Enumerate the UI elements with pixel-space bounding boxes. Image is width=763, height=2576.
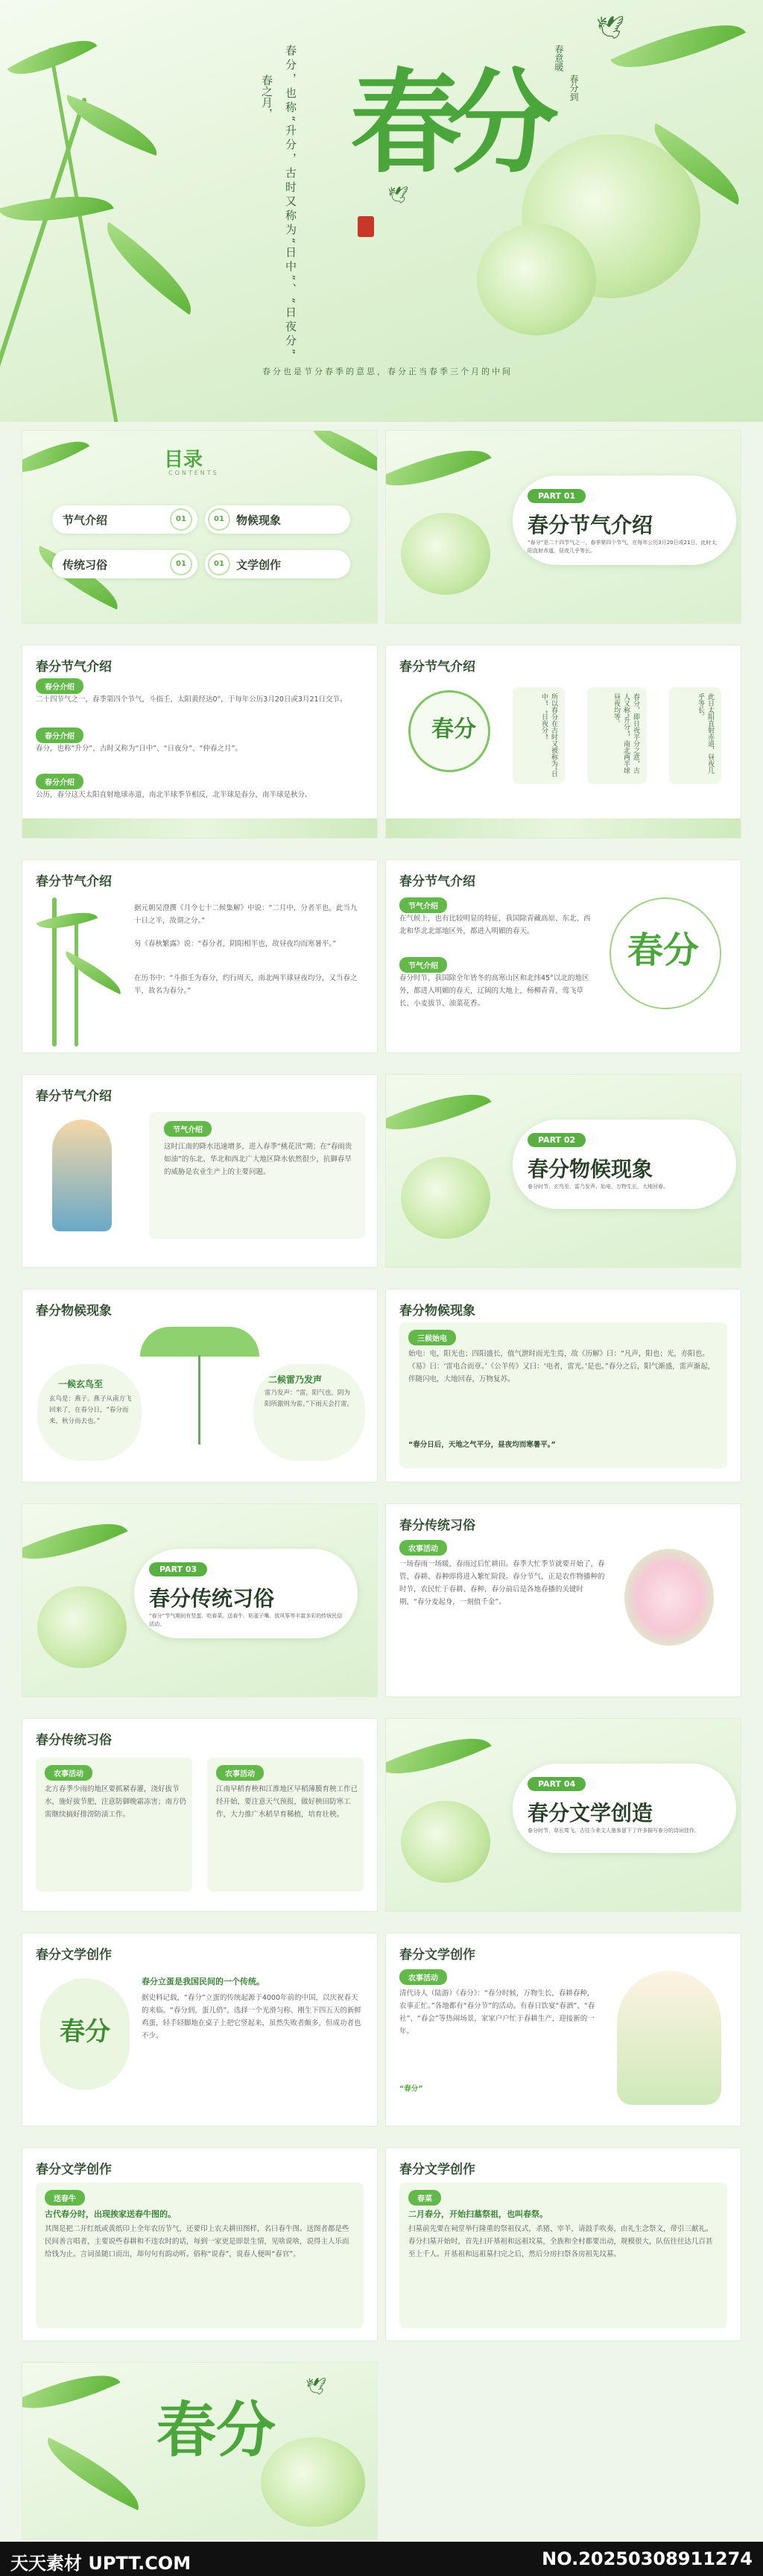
leaf-decoration bbox=[37, 2437, 150, 2510]
bottom-decoration bbox=[386, 818, 741, 838]
cover-side-text: 春分，也称“升分，古时又称为“日中”、“日夜分” bbox=[284, 45, 297, 358]
umbrella-handle bbox=[198, 1355, 200, 1445]
watermark-right: NO.20250308911274 bbox=[542, 2548, 753, 2569]
content-slide bbox=[22, 1933, 377, 2126]
paragraph: 扫墓前先要在祠堂举行隆重的祭祖仪式，杀猪、宰羊，请鼓手吹奏，由礼生念祭文，带引三献礼。春分扫墓开始时，首先扫开基祖和远祖坟墓，全族和全村都要出动，规模很大，队伍往往达几百甚至上千人。开基祖和远祖墓扫完之后，然后分房扫祭各房祖先坟墓。 bbox=[408, 2225, 713, 2258]
column-text: 此日太阳直射赤道，昼夜几乎等长。 bbox=[697, 693, 714, 774]
stamp-circle bbox=[40, 1978, 130, 2090]
section-tag: 农事活动 bbox=[399, 1540, 447, 1556]
paragraph: 江南早稻育秧和江淮地区早稻薄膜育秧工作已经开始，要注意天气预报，做好秧田防寒工作，大力推广水稻旱育稀植，培育壮秧。 bbox=[216, 1785, 358, 1819]
slide-title: 春分物候现象 bbox=[399, 1304, 475, 1319]
paragraph: 这时江南的降水迅速增多，进入春季“桃花汛”期；在“春雨贵如油”的东北、华北和西北广大地区降水依然很少，抗御春旱的威胁是农业生产上的主要问题。 bbox=[164, 1143, 352, 1176]
paragraph: 公历，春分这天太阳直射地球赤道，南北半球季节相反，北半球是春分，南半球是秋分。 bbox=[36, 791, 312, 799]
part-desc: “春分”是二十四节气之一，春季第四个节气，在每年公历3月20日或21日，此时太阳直射赤道，昼夜几乎等长。 bbox=[528, 540, 717, 554]
section-tag: 春分介绍 bbox=[36, 727, 83, 743]
magnolia-flower-icon bbox=[401, 1801, 490, 1883]
toc-title: 目录 bbox=[164, 449, 203, 471]
toc-item[interactable] bbox=[52, 550, 197, 578]
content-slide bbox=[386, 645, 741, 838]
stamp-circle bbox=[408, 690, 490, 772]
paragraph: 其图是把二开红纸或黄纸印上全年农历节气，还要印上农夫耕田图样，名曰春牛图。送图者都是些民间善言唱者，主要说些春耕和不违农时的话，每到一家更是即景生情，见啥说啥，说得主人乐而给钱为止。言词虽随口而出，却句句有韵动听。俗称“说春”，说春人便叫“春官”。 bbox=[45, 2225, 349, 2258]
text-column bbox=[513, 687, 565, 784]
part-tag: PART 04 bbox=[528, 1777, 586, 1791]
section-tag: 农事活动 bbox=[399, 1969, 447, 1985]
magnolia-flower-icon bbox=[261, 2437, 365, 2527]
bubble-head: 二候雷乃发声 bbox=[268, 1374, 323, 1385]
slide-title: 春分节气介绍 bbox=[36, 660, 112, 675]
content-slide bbox=[386, 1504, 741, 1696]
paragraph: 始电：电，阳光也；四阳盛长，值气泄时而光生焉，故《历解》曰：“凡声，阳也；光，亦阳也。《易》曰：‘雷电合而章。’《公羊传》又曰：‘电者，雷光。’是也。”春分之后，阳气渐盛，雷声渐起，伴随闪电，大地回春，万物复苏。 bbox=[408, 1350, 715, 1383]
magnolia-flower-icon bbox=[401, 513, 490, 595]
toc-item-label: 节气介绍 bbox=[63, 514, 108, 527]
swallow-icon: 🕊 bbox=[596, 15, 625, 41]
section-tag: 节气介绍 bbox=[399, 897, 447, 913]
content-slide bbox=[386, 2148, 741, 2340]
leaf-decoration bbox=[610, 3, 746, 89]
content-slide bbox=[22, 1719, 377, 1911]
toc-item-number: 01 bbox=[209, 555, 229, 574]
watermark-footer bbox=[0, 2542, 763, 2576]
part-title: 春分节气介绍 bbox=[528, 513, 653, 537]
bubble-head: 一候玄鸟至 bbox=[58, 1379, 104, 1389]
leaf-decoration bbox=[22, 1504, 127, 1579]
girl-on-swing-illustration bbox=[52, 1120, 112, 1231]
paragraph: 清代诗人（陆游）《春分》：“春分时候，万物生长，春耕春种，农事正忙。”各地都有“春分节”的活动。有春日饮宴“春酒”、“春社”、“春会”等热闹场景，家家户户忙于春耕生产，迎接新的一年。 bbox=[399, 1989, 595, 2036]
part-desc: 春分时节，草长莺飞，古往今来文人墨客留下了许多描写春分的诗词佳作。 bbox=[528, 1828, 700, 1834]
text-column bbox=[587, 687, 647, 784]
slide-title: 春分文学创作 bbox=[36, 1948, 112, 1963]
slide-title: 春分节气介绍 bbox=[36, 874, 112, 889]
section-tag: 节气介绍 bbox=[399, 957, 447, 973]
content-slide bbox=[386, 1933, 741, 2126]
content-slide bbox=[22, 1075, 377, 1267]
paragraph: 春分时节，我国除全年皆冬的高寒山区和北纬45°以北的地区外，都进入明媚的春天，辽阔的大地上，杨柳青青、莺飞草长、小麦拔节、油菜花香。 bbox=[399, 974, 589, 1008]
leaf-decoration bbox=[22, 2363, 120, 2427]
paragraph: 另《春秋繁露》说：“春分者，阴阳相半也，故昼夜均而寒暑平。” bbox=[134, 940, 337, 948]
leaf-decoration bbox=[304, 431, 377, 476]
badge-circle bbox=[610, 897, 721, 1009]
slide-title: 春分文学创作 bbox=[36, 2162, 112, 2177]
section-tag: 送春牛 bbox=[45, 2190, 85, 2206]
part-desc: 春分时节，玄鸟至、雷乃发声、始电，万物生长，大地回春。 bbox=[528, 1184, 668, 1190]
cover-title: 春分 bbox=[350, 57, 545, 189]
content-slide bbox=[386, 1289, 741, 1482]
toc-slide bbox=[22, 431, 377, 623]
swallow-icon: 🕊 bbox=[305, 2378, 326, 2396]
highlight: “春分” bbox=[399, 2085, 423, 2093]
paragraph: 春分，也称“升分”，古时又称为“日中”、“日夜分”、“仲春之月”。 bbox=[36, 745, 242, 753]
toc-item-label: 传统习俗 bbox=[63, 558, 108, 572]
part-title: 春分传统习俗 bbox=[149, 1586, 275, 1611]
slide-title: 春分传统习俗 bbox=[399, 1518, 475, 1533]
cover-side-text: 春分到 bbox=[569, 75, 579, 101]
part-slide bbox=[386, 1075, 741, 1267]
paragraph: 据元朝吴澄撰《月令七十二候集解》中说：“二月中，分者半也，此当九十日之半，故谓之分。” bbox=[134, 904, 358, 925]
magnolia-flower-icon bbox=[477, 224, 596, 335]
content-slide bbox=[22, 645, 377, 838]
leaf-decoration bbox=[386, 1719, 491, 1793]
section-tag: 农事活动 bbox=[216, 1765, 264, 1781]
section-tag: 三候始电 bbox=[408, 1330, 456, 1345]
section-tag: 春菜 bbox=[408, 2190, 441, 2206]
paragraph-head: 二月春分，开始扫墓祭祖，也叫春祭。 bbox=[408, 2209, 548, 2219]
flower-illustration bbox=[624, 1549, 714, 1646]
part-title: 春分文学创造 bbox=[528, 1801, 653, 1825]
toc-item-number: 01 bbox=[209, 510, 229, 529]
slide-title: 春分节气介绍 bbox=[36, 1089, 112, 1104]
cover-side-text: 春之月， bbox=[260, 75, 273, 119]
magnolia-flower-icon bbox=[401, 1157, 490, 1239]
toc-item-number: 01 bbox=[171, 555, 191, 574]
slide-title: 春分文学创作 bbox=[399, 2162, 475, 2177]
section-tag: 春分介绍 bbox=[36, 774, 83, 789]
cover-side-text: 春意暖 bbox=[554, 45, 564, 72]
red-seal-icon bbox=[358, 216, 374, 237]
part-tag: PART 01 bbox=[528, 489, 586, 503]
bamboo-stalk bbox=[0, 97, 87, 422]
leaf-decoration bbox=[386, 431, 491, 505]
leaf-decoration bbox=[22, 431, 89, 487]
bamboo-stalk bbox=[75, 920, 78, 1046]
toc-item-label: 文学创作 bbox=[236, 558, 282, 572]
toc-item-number: 01 bbox=[171, 510, 191, 529]
paragraph: 一场春雨一场暖，春雨过后忙耕田。春季大忙季节就要开始了，春管、春耕、春种即将进入繁忙阶段。春分节气，正是农作物播种的时节，农民忙于春耕、春种，春分前后是各地春播的关键时期，“春分麦起身，一刻值千金”。 bbox=[399, 1560, 605, 1606]
watermark-left: 天天素材 UPTT.COM bbox=[10, 2553, 191, 2574]
section-tag: 农事活动 bbox=[45, 1765, 92, 1781]
leaf-decoration bbox=[60, 951, 127, 994]
slide-title: 春分传统习俗 bbox=[36, 1733, 112, 1748]
painter-illustration bbox=[617, 1971, 721, 2105]
paragraph: 据史料记载，“春分”立蛋的传统起源于4000年前的中国，以庆祝春天的来临。“春分到，蛋儿俏”，选择一个光滑匀称、刚生下四五天的新鲜鸡蛋，轻手轻脚地在桌子上把它竖起来，虽然失败者颇多，但成功者也不少。 bbox=[142, 1994, 361, 2040]
paragraph-head: 古代春分时，出现挨家送春牛图的。 bbox=[45, 2209, 176, 2219]
umbrella-illustration bbox=[140, 1327, 259, 1357]
bubble-text: 玄鸟是：燕子。燕子从南方飞回来了，在春分日，“春分而来，秋分而去也。” bbox=[49, 1395, 132, 1425]
column-text: 所以春分在古时又被称为“日中”、“日夜分”。 bbox=[540, 693, 557, 777]
swallow-icon: 🕊 bbox=[387, 186, 408, 205]
toc-item[interactable] bbox=[205, 550, 350, 578]
magnolia-flower-icon bbox=[37, 1586, 127, 1668]
part-title: 春分物候现象 bbox=[528, 1157, 653, 1181]
paragraph: 二十四节气之一，春季第四个节气，斗指壬，太阳黄经达0°，于每年公历3月20日或3月21日交节。 bbox=[36, 695, 347, 704]
part-desc: “春分”节气期间有竖蛋、吃春菜、送春牛、粘雀子嘴、放风筝等丰富多彩的传统民俗活动。 bbox=[149, 1613, 343, 1627]
bottom-decoration bbox=[22, 818, 377, 838]
paragraph: 在气候上，也有比较明显的特征，我国除青藏高原、东北、西北和华北北部地区外，都进入明媚的春天。 bbox=[399, 915, 591, 935]
content-slide bbox=[386, 860, 741, 1052]
section-tag: 春分介绍 bbox=[36, 678, 83, 694]
quote: “春分日后，天地之气平分，昼夜均而寒暑平。” bbox=[408, 1441, 556, 1449]
toc-item-label: 物候现象 bbox=[236, 514, 282, 527]
paragraph: 在历书中：“斗指壬为春分，约行周天，南北两半球昼夜均分，又当春之半，故名为春分。” bbox=[134, 974, 358, 995]
leaf-decoration bbox=[7, 24, 98, 90]
column-text: 春分，即日夜平分之意，古人又称“升分”，南北两半球昼夜均等。 bbox=[612, 693, 639, 774]
part-slide bbox=[22, 1504, 377, 1696]
content-slide bbox=[22, 1289, 377, 1482]
toc-subtitle: CONTENTS bbox=[168, 470, 219, 476]
stamp-text: 春分 bbox=[431, 716, 476, 742]
slide-title: 春分文学创作 bbox=[399, 1948, 475, 1963]
cover-slide bbox=[0, 0, 763, 422]
part-tag: PART 03 bbox=[149, 1562, 207, 1576]
badge-text: 春分 bbox=[627, 929, 700, 971]
slide-title: 春分物候现象 bbox=[36, 1304, 112, 1319]
stamp-text: 春分 bbox=[60, 2017, 110, 2047]
text-column bbox=[669, 687, 721, 784]
cover-subtitle: 春分也是节分春季的意思，春分正当春季三个月的中间 bbox=[262, 367, 513, 376]
leaf-decoration bbox=[37, 903, 98, 938]
paragraph: 北方春季少雨的地区要抓紧春灌，浇好拔节水，施好拔节肥，注意防御晚霜冻害；南方仍需继续搞好排涝防渍工作。 bbox=[45, 1785, 187, 1819]
toc-item[interactable] bbox=[52, 505, 197, 534]
slide-title: 春分节气介绍 bbox=[399, 660, 475, 675]
slide-title: 春分节气介绍 bbox=[399, 874, 475, 889]
content-slide bbox=[22, 2148, 377, 2340]
toc-item[interactable] bbox=[205, 505, 350, 534]
bubble-text: 雷乃发声：“雷，阳气也，阴为阳所激则为雷。”下雨天会打雷。 bbox=[265, 1389, 354, 1408]
part-tag: PART 02 bbox=[528, 1133, 586, 1147]
section-tag: 节气介绍 bbox=[164, 1121, 212, 1137]
leaf-decoration bbox=[386, 1075, 491, 1149]
content-slide bbox=[22, 860, 377, 1052]
part-slide bbox=[386, 431, 741, 623]
end-title: 春分 bbox=[156, 2395, 276, 2465]
leaf-decoration bbox=[92, 222, 206, 315]
end-slide bbox=[22, 2363, 377, 2539]
part-slide bbox=[386, 1719, 741, 1911]
paragraph-head: 春分立蛋是我国民间的一个传统。 bbox=[142, 1977, 265, 1986]
